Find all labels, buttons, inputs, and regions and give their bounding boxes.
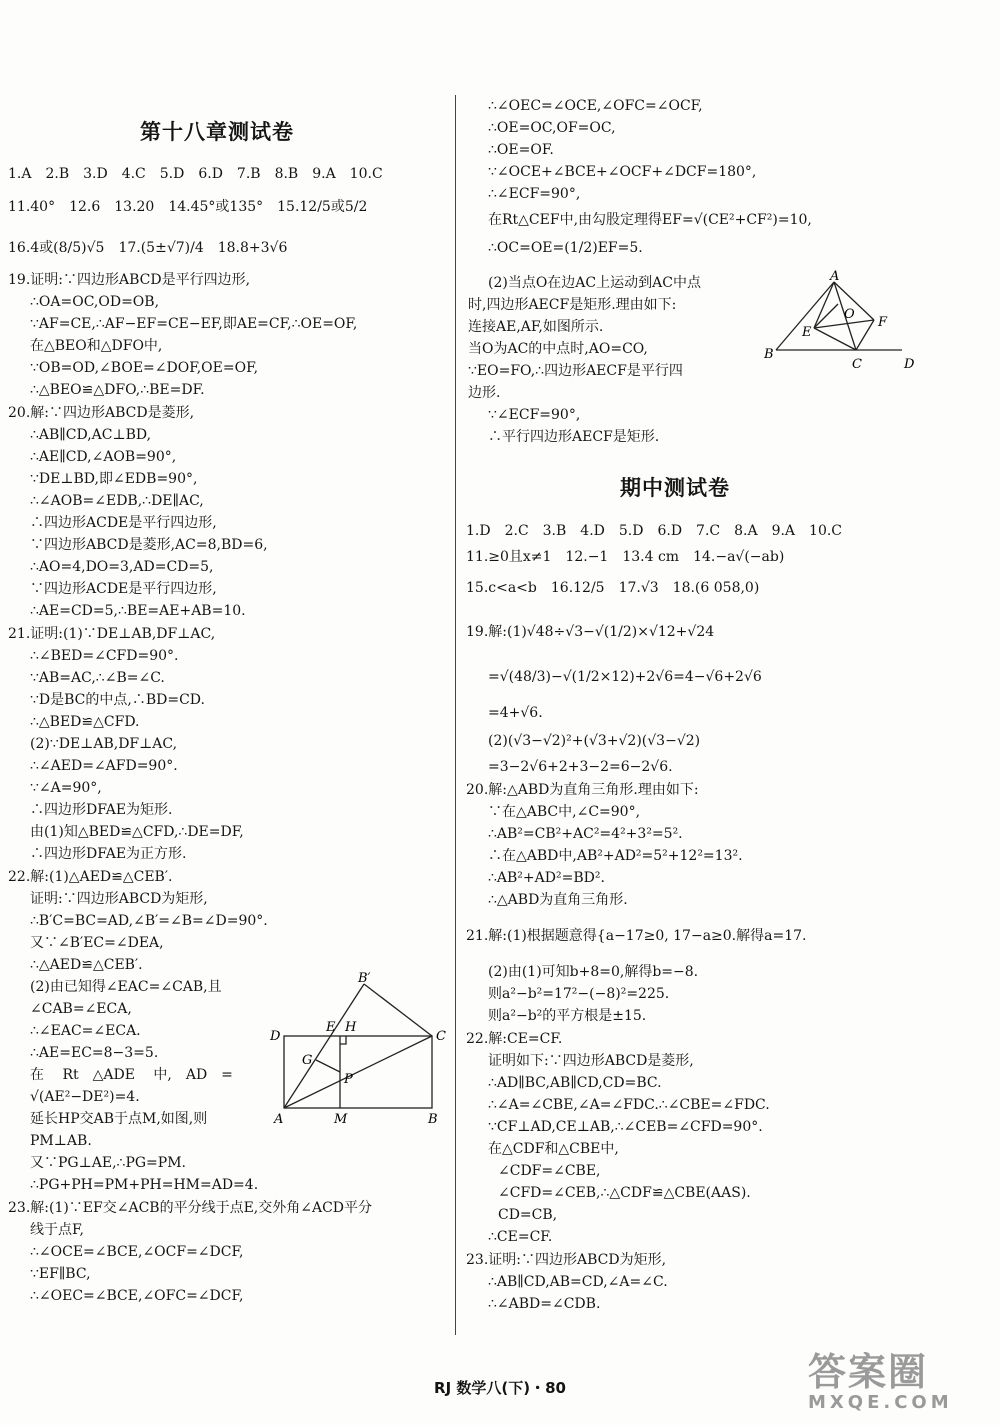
right-answer-line: =4+√6. xyxy=(488,705,543,721)
left-answer-line: ∵DE⊥BD,即∠EDB=90°, xyxy=(30,471,198,487)
left-answer-line: 21.证明:(1)∵DE⊥AB,DF⊥AC, xyxy=(8,626,216,642)
left-answer-line: ∠CAB=∠ECA, xyxy=(30,1001,132,1017)
fig22-label-Bprime: B′ xyxy=(358,971,371,986)
right-answer-line: ∴OE=OC,OF=OC, xyxy=(488,120,616,136)
right-answer-line: ∴∠A=∠CBE,∠A=∠FDC.∴∠CBE=∠FDC. xyxy=(488,1097,770,1113)
left-answer-line: ∴∠OEC=∠BCE,∠OFC=∠DCF, xyxy=(30,1288,244,1304)
left-answer-line: 又∵PG⊥AE,∴PG=PM. xyxy=(30,1155,186,1171)
left-answer-line: 19.证明:∵四边形ABCD是平行四边形, xyxy=(8,272,251,288)
right-answer-line: CD=CB, xyxy=(498,1207,558,1223)
right-answer-line: ∴△ABD为直角三角形. xyxy=(488,892,628,908)
left-answer-line: ∴OA=OC,OD=OB, xyxy=(30,294,160,310)
fig22-label-M: M xyxy=(334,1112,348,1127)
right-answer-line: 则a²−b²=17²−(−8)²=225. xyxy=(488,986,670,1002)
left-answer-line: ∴四边形DFAE为正方形. xyxy=(30,846,187,862)
right-answer-line: ∵∠OCE+∠BCE+∠OCF+∠DCF=180°, xyxy=(488,164,757,180)
left-answer-line: ∵AB=AC,∴∠B=∠C. xyxy=(30,670,165,686)
figure-22 xyxy=(268,970,448,1130)
right-answer-line: 当O为AC的中点时,AO=CO, xyxy=(468,341,648,357)
left-answer-line: ∴△BED≌△CFD. xyxy=(30,714,140,730)
fig23-label-O: O xyxy=(844,307,855,322)
right-answer-line: ∴平行四边形AECF是矩形. xyxy=(488,429,660,445)
left-answer-line: 由(1)知△BED≌△CFD,∴DE=DF, xyxy=(30,824,244,840)
fig22-label-A: A xyxy=(274,1112,284,1127)
left-answer-line: 延长HP交AB于点M,如图,则 xyxy=(30,1111,208,1127)
left-answer-line: ∴AE=EC=8−3=5. xyxy=(30,1045,159,1061)
right-answer-line: 11.≥0且x≠1 12.−1 13.4 cm 14.−a√(−ab) xyxy=(466,549,785,565)
left-answer-line: ∴四边形ACDE是平行四边形, xyxy=(30,515,217,531)
left-answer-line: ∴△BEO≌△DFO,∴BE=DF. xyxy=(30,382,205,398)
right-answer-line: =√(48/3)−√(1/2×12)+2√6=4−√6+2√6 xyxy=(488,669,762,685)
left-answer-line: 23.解:(1)∵EF交∠ACB的平分线于点E,交外角∠ACD平分 xyxy=(8,1200,373,1216)
right-answer-line: ∴AD∥BC,AB∥CD,CD=BC. xyxy=(488,1075,662,1091)
left-answer-line: ∴∠AOB=∠EDB,∴DE∥AC, xyxy=(30,493,204,509)
right-answer-line: ∴在△ABD中,AB²+AD²=5²+12²=13². xyxy=(488,848,743,864)
left-answer-line: ∴B′C=BC=AD,∠B′=∠B=∠D=90°. xyxy=(30,913,268,929)
fig22-label-G: G xyxy=(302,1053,313,1068)
right-answer-line: 22.解:CE=CF. xyxy=(466,1031,563,1047)
right-answer-line: 20.解:△ABD为直角三角形.理由如下: xyxy=(466,782,699,798)
left-answer-line: ∵∠A=90°, xyxy=(30,780,102,796)
right-answer-line: ∴AB²=CB²+AC²=4²+3²=5². xyxy=(488,826,683,842)
left-answer-line: 在△BEO和△DFO中, xyxy=(30,338,163,354)
right-answer-line: 15.c<a<b 16.12/5 17.√3 18.(6 058,0) xyxy=(466,580,760,596)
right-answer-line: 1.D 2.C 3.B 4.D 5.D 6.D 7.C 8.A 9.A 10.C xyxy=(466,523,843,539)
right-answer-line: ∴∠ECF=90°, xyxy=(488,186,581,202)
fig22-label-B: B xyxy=(428,1112,438,1127)
fig23-label-F: F xyxy=(878,315,888,330)
right-answer-line: 在△CDF和△CBE中, xyxy=(488,1141,619,1157)
right-answer-line: ∵EO=FO,∴四边形AECF是平行四 xyxy=(468,363,683,379)
left-answer-line: 11.40° 12.6 13.20 14.45°或135° 15.12/5或5/2 xyxy=(8,199,368,215)
left-answer-line: 20.解:∵四边形ABCD是菱形, xyxy=(8,405,195,421)
left-answer-line: PM⊥AB. xyxy=(30,1133,92,1149)
right-answer-line: ∵∠ECF=90°, xyxy=(488,407,581,423)
left-answer-line: 线于点F, xyxy=(30,1222,84,1238)
right-answer-line: 在Rt△CEF中,由勾股定理得EF=√(CE²+CF²)=10, xyxy=(488,212,812,228)
left-answer-line: 证明:∵四边形ABCD为矩形, xyxy=(30,891,208,907)
left-answer-line: ∵AF=CE,∴AF−EF=CE−EF,即AE=CF,∴OE=OF, xyxy=(30,316,358,332)
fig22-label-P: P xyxy=(344,1072,353,1087)
left-answer-line: √(AE²−DE²)=4. xyxy=(30,1089,140,1105)
left-answer-line: (2)由已知得∠EAC=∠CAB,且 xyxy=(30,979,222,995)
fig23-label-A: A xyxy=(830,269,840,284)
left-answer-line: ∴△AED≌△CEB′. xyxy=(30,957,143,973)
fig23-label-C: C xyxy=(852,357,862,372)
right-answer-line: ∴AB∥CD,AB=CD,∠A=∠C. xyxy=(488,1274,668,1290)
right-answer-line: ∴∠OEC=∠OCE,∠OFC=∠OCF, xyxy=(488,98,703,114)
fig22-label-D: D xyxy=(270,1029,281,1044)
midterm-title: 期中测试卷 xyxy=(620,476,730,500)
left-answer-line: ∴AO=4,DO=3,AD=CD=5, xyxy=(30,559,214,575)
right-answer-line: ∴OE=OF. xyxy=(488,142,554,158)
right-answer-line: ∵CF⊥AD,CE⊥AB,∴∠CEB=∠CFD=90°. xyxy=(488,1119,763,1135)
left-answer-line: ∴∠AED=∠AFD=90°. xyxy=(30,758,178,774)
left-answer-line: ∴∠OCE=∠BCE,∠OCF=∠DCF, xyxy=(30,1244,244,1260)
right-answer-line: 19.解:(1)√48÷√3−√(1/2)×√12+√24 xyxy=(466,624,715,640)
watermark xyxy=(808,1352,988,1418)
left-answer-line: ∵四边形ACDE是平行四边形, xyxy=(30,581,217,597)
fig23-label-B: B xyxy=(764,347,774,362)
left-answer-line: ∵EF∥BC, xyxy=(30,1266,91,1282)
right-answer-line: ∠CDF=∠CBE, xyxy=(498,1163,601,1179)
fig22-label-E: E xyxy=(326,1020,336,1035)
right-answer-line: =3−2√6+2+3−2=6−2√6. xyxy=(488,759,673,775)
right-answer-line: ∴∠ABD=∠CDB. xyxy=(488,1296,601,1312)
right-answer-line: 则a²−b²的平方根是±15. xyxy=(488,1008,647,1024)
right-answer-line: ∴OC=OE=(1/2)EF=5. xyxy=(488,240,643,256)
figure-23 xyxy=(762,268,922,378)
column-divider xyxy=(455,95,456,1335)
left-answer-line: ∴AE=CD=5,∴BE=AE+AB=10. xyxy=(30,603,246,619)
fig23-label-E: E xyxy=(802,325,812,340)
watermark-logo: 答案圈 xyxy=(808,1350,929,1394)
left-answer-line: 22.解:(1)△AED≌△CEB′. xyxy=(8,869,173,885)
left-answer-line: ∴∠EAC=∠ECA. xyxy=(30,1023,141,1039)
right-answer-line: 21.解:(1)根据题意得{a−17≥0, 17−a≥0.解得a=17. xyxy=(466,928,807,944)
left-answer-line: 1.A 2.B 3.D 4.C 5.D 6.D 7.B 8.B 9.A 10.C xyxy=(8,166,383,182)
left-answer-line: 又∵∠B′EC=∠DEA, xyxy=(30,935,164,951)
left-answer-line: 16.4或(8/5)√5 17.(5±√7)/4 18.8+3√6 xyxy=(8,240,288,256)
left-answer-line: ∵四边形ABCD是菱形,AC=8,BD=6, xyxy=(30,537,268,553)
left-answer-line: ∴PG+PH=PM+PH=HM=AD=4. xyxy=(30,1177,259,1193)
page-footer: RJ 数学八(下)・80 xyxy=(434,1379,566,1397)
right-answer-line: 边形. xyxy=(468,385,501,401)
left-answer-line: ∵D是BC的中点,∴BD=CD. xyxy=(30,692,205,708)
left-answer-line: ∴∠BED=∠CFD=90°. xyxy=(30,648,179,664)
left-answer-line: (2)∵DE⊥AB,DF⊥AC, xyxy=(30,736,178,752)
right-answer-line: 证明如下:∵四边形ABCD是菱形, xyxy=(488,1053,694,1069)
left-answer-line: ∴AE∥CD,∠AOB=90°, xyxy=(30,449,177,465)
right-answer-line: ∵在△ABC中,∠C=90°, xyxy=(488,804,641,820)
right-answer-line: 23.证明:∵四边形ABCD为矩形, xyxy=(466,1252,667,1268)
left-answer-line: 在 Rt △ADE 中, AD = xyxy=(30,1067,233,1083)
right-answer-line: 连接AE,AF,如图所示. xyxy=(468,319,604,335)
left-answer-line: ∴AB∥CD,AC⊥BD, xyxy=(30,427,152,443)
watermark-url: MXQE.COM xyxy=(808,1392,953,1413)
right-answer-line: ∴CE=CF. xyxy=(488,1229,553,1245)
right-answer-line: 时,四边形AECF是矩形.理由如下: xyxy=(468,297,677,313)
right-answer-line: ∠CFD=∠CEB,∴△CDF≌△CBE(AAS). xyxy=(498,1185,751,1201)
fig22-label-H: H xyxy=(345,1020,357,1035)
right-answer-line: (2)(√3−√2)²+(√3+√2)(√3−√2) xyxy=(488,733,701,749)
left-answer-line: ∴四边形DFAE为矩形. xyxy=(30,802,173,818)
right-answer-line: (2)当点O在边AC上运动到AC中点 xyxy=(488,275,701,291)
fig22-label-C: C xyxy=(436,1029,446,1044)
chapter-18-title: 第十八章测试卷 xyxy=(140,120,294,144)
right-answer-line: ∴AB²+AD²=BD². xyxy=(488,870,605,886)
fig23-label-D: D xyxy=(904,357,915,372)
left-answer-line: ∵OB=OD,∠BOE=∠DOF,OE=OF, xyxy=(30,360,259,376)
right-answer-line: (2)由(1)可知b+8=0,解得b=−8. xyxy=(488,964,699,980)
